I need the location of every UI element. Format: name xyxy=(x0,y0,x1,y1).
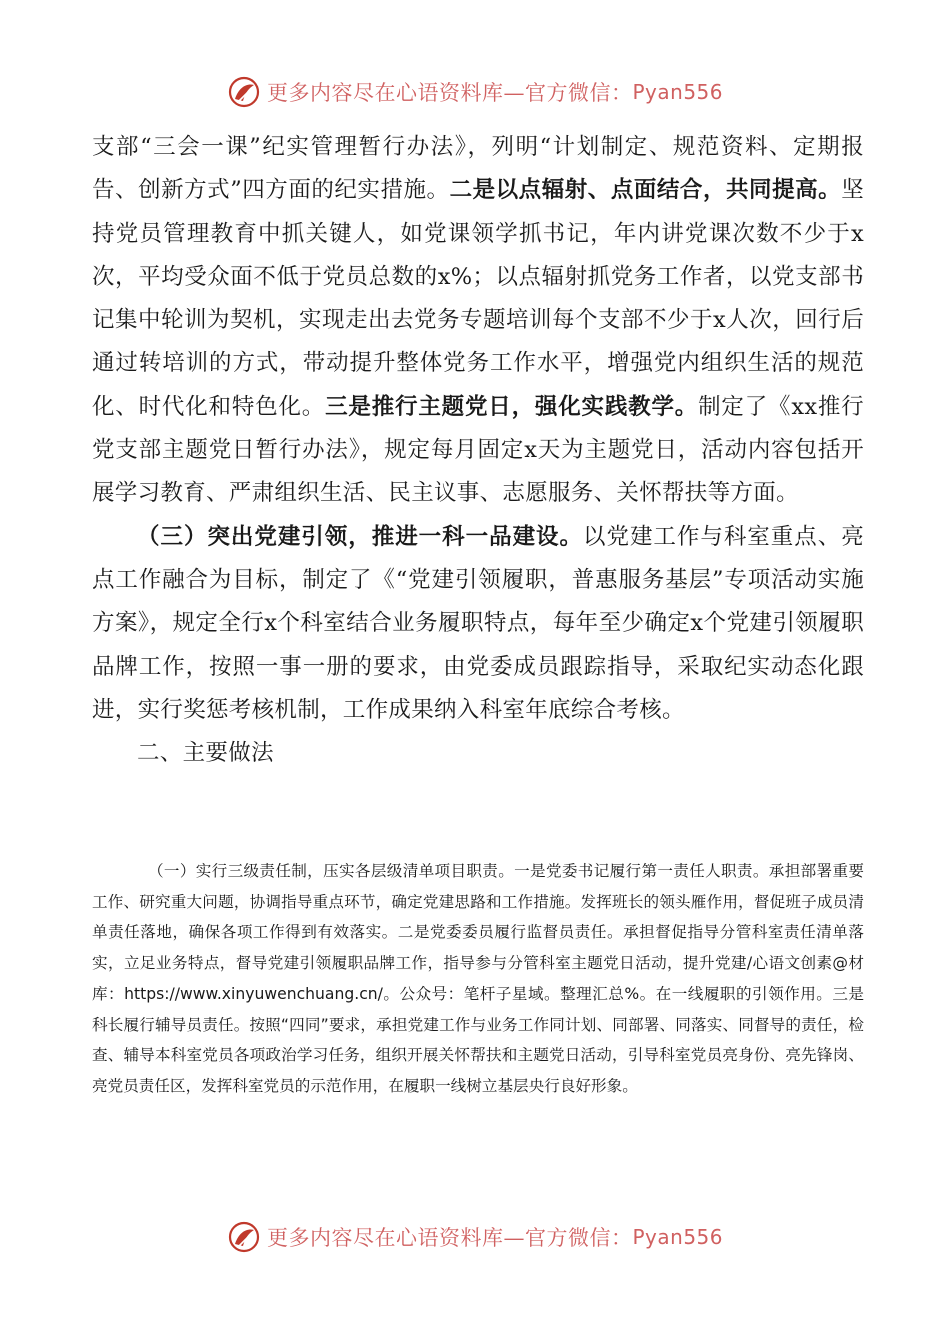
document-body xyxy=(92,126,864,775)
xinyu-logo-icon xyxy=(227,75,261,109)
para1-text-2: 坚持党员管理教育中抓关键人，如党课领学抓书记，年内讲党课次数不少于x次，平均受众面不低于党员总数的x%；以点辐射抓党务工作者，以党支部书记集中轮训为契机，实现走出去党务专题培训每个支部不少于x人次，回行后通过转培训的方式，带动提升整体党务工作水平，增强党内组织生活的规范化、时代化和特色化。 xyxy=(92,177,864,420)
paragraph-2 xyxy=(92,516,864,732)
xinyu-logo-icon xyxy=(227,1220,261,1254)
small-text-block xyxy=(92,856,864,1102)
header-banner xyxy=(0,72,950,112)
section-heading: 二、主要做法 xyxy=(137,740,274,767)
para1-bold-2: 三是推行主题党日，强化实践教学。 xyxy=(325,393,699,420)
para1-text-1: 支部“三会一课”纪实管理暂行办法》，列明“计划制定、规范资料、定期报告、创新方式”四方面的纪实措施。 xyxy=(92,134,864,204)
banner-text: 更多内容尽在心语资料库—官方微信： xyxy=(266,81,633,105)
para2-bold-heading: （三）突出党建引领，推进一科一品建设。 xyxy=(137,523,583,550)
footer-banner xyxy=(0,1217,950,1257)
para1-bold-1: 二是以点辐射、点面结合，共同提高。 xyxy=(449,177,842,204)
footer-banner-text: 更多内容尽在心语资料库—官方微信： xyxy=(266,1226,633,1250)
small-paragraph: （一）实行三级责任制，压实各层级清单项目职责。一是党委书记履行第一责任人职责。承担部署重要工作、研究重大问题，协调指导重点环节，确定党建思路和工作措施。发挥班长的领头雁作用，督促班子成员清单责任落地，确保各项工作得到有效落实。二是党委委员履行监督员责任。承担督促指导分管科室责任清单落实，立足业务特点，督导党建引领履职品牌工作，指导参与分管科室主题党日活动，提升党建/心语文创素@材库：https://www.xinyuwenchuang.cn/。公众号：笔杆子星域。整理汇总%。在一线履职的引领作用。三是科长履行辅导员责任。按照“四同”要求，承担党建工作与业务工作同计划、同部署、同落实、同督导的责任，检查、辅导本科室党员各项政治学习任务，组织开展关怀帮扶和主题党日活动，引导科室党员亮身份、亮先锋岗、亮党员责任区，发挥科室党员的示范作用，在履职一线树立基层央行良好形象。 xyxy=(92,862,864,1095)
para1-text-3: 制定了《xx推行党支部主题党日暂行办法》，规定每月固定x天为主题党日，活动内容包括开展学习教育、严肃组织生活、民主议事、志愿服务、关怀帮扶等方面。 xyxy=(92,393,864,507)
paragraph-1 xyxy=(92,126,864,516)
footer-wechat-id: Pyan556 xyxy=(632,1225,723,1249)
para2-text: 以党建工作与科室重点、亮点工作融合为目标，制定了《“党建引领履职，普惠服务基层”专项活动实施方案》，规定全行x个科室结合业务履职特点，每年至少确定x个党建引领履职品牌工作，按照一事一册的要求，由党委成员跟踪指导，采取纪实动态化跟进，实行奖惩考核机制，工作成果纳入科室年底综合考核。 xyxy=(92,523,865,723)
banner-wechat-id: Pyan556 xyxy=(632,80,723,104)
